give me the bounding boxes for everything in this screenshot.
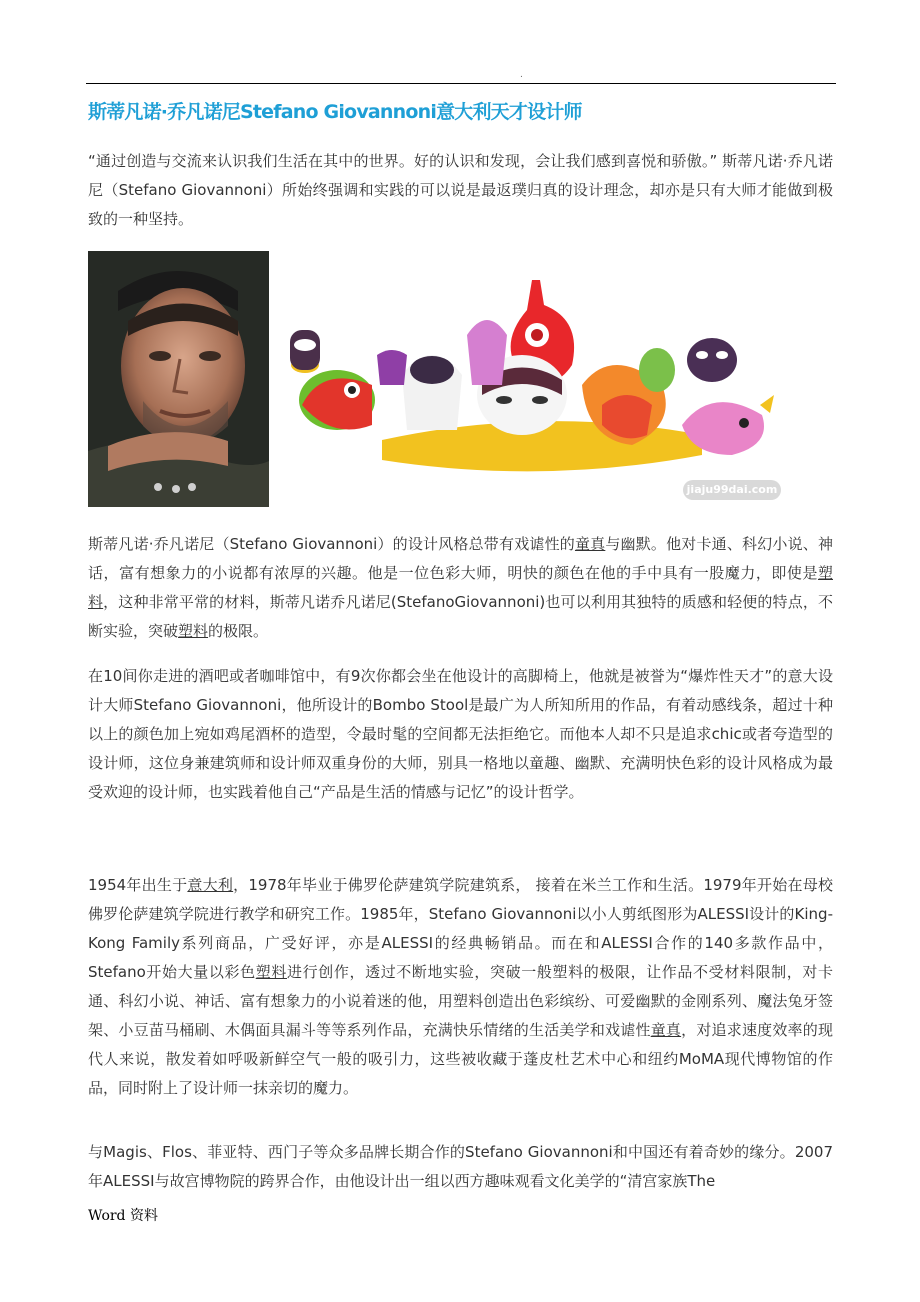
link-suliao-3[interactable]: 塑料 bbox=[255, 963, 287, 981]
bio-text-2: ，1978年毕业于佛罗伦萨建筑学院建筑系， 接着在米兰工作和生活。1979年开始在母校佛罗伦萨建筑学院进行教学和研究工作。1985年，Stefano Giovannoni以小人剪纸图形为ALESSI设计的King-Kong Family系列商品，广受好评，亦是ALESSI的经典畅销品。而在和ALESSI合作的140多款作品中， Stefano开始大量以彩色 bbox=[88, 876, 833, 981]
portrait-illustration bbox=[88, 251, 269, 507]
bio-paragraph bbox=[88, 871, 833, 1103]
style-text-2: 与幽默。他对卡通、科幻小说、神话，富有想象力的小说都有浓厚的兴趣。他是一位色彩大师，明快的颜色在他的手中具有一股魔力，即使是 bbox=[88, 535, 833, 582]
china-paragraph: 与Magis、Flos、菲亚特、西门子等众多品牌长期合作的Stefano Giovannoni和中国还有着奇妙的缘分。2007年ALESSI与故宫博物院的跨界合作，由他设计出一组以西方趣味观看文化美学的“清宫家族The bbox=[88, 1143, 833, 1190]
link-tongzhen-2[interactable]: 童真 bbox=[650, 1021, 682, 1039]
stool-paragraph: 在10间你走进的酒吧或者咖啡馆中，有9次你都会坐在他设计的高脚椅上，他就是被誉为“爆炸性天才”的意大设计大师Stefano Giovannoni，他所设计的Bombo Stool是最广为人所知所用的作品，有着动感线条，超过十种以上的颜色加上宛如鸡尾酒杯的造型，令最时髦的空间都无法拒绝它。而他本人却不只是追求chic或者夸造型的设计师，这位身兼建筑师和设计师双重身份的大师，别具一格地以童趣、幽默、充满明快色彩的设计风格成为最受欢迎的设计师，也实践着他自己“产品是生活的情感与记忆”的设计哲学。 bbox=[88, 667, 833, 801]
header-rule bbox=[86, 83, 836, 84]
link-suliao-2[interactable]: 塑料 bbox=[178, 622, 209, 640]
products-illustration bbox=[282, 255, 787, 508]
link-suliao-1[interactable]: 塑料 bbox=[88, 564, 833, 611]
page-title: 斯蒂凡诺·乔凡诺尼Stefano Giovannoni意大利天才设计师 bbox=[88, 101, 582, 123]
intro-paragraph: “通过创造与交流来认识我们生活在其中的世界。好的认识和发现，会让我们感到喜悦和骄傲。” 斯蒂凡诺·乔凡诺尼（Stefano Giovannoni）所始终强调和实践的可以说是最返璞归真的设计理念，却亦是只有大师才能做到极致的一种坚持。 bbox=[88, 152, 833, 228]
footer-label: Word 资料 bbox=[88, 1208, 158, 1224]
link-italy[interactable]: 意大利 bbox=[187, 876, 234, 894]
style-text-3: ，这种非常平常的材料，斯蒂凡诺乔凡诺尼(StefanoGiovannoni)也可以利用其独特的质感和轻便的特点，不断实验，突破 bbox=[88, 593, 833, 640]
style-text-4: 的极限。 bbox=[208, 622, 269, 640]
bio-text-4: ，对追求速度效率的现代人来说，散发着如呼吸新鲜空气一般的吸引力，这些被收藏于蓬皮杜艺术中心和纽约MoMA现代博物馆的作品，同时附上了设计师一抹亲切的魔力。 bbox=[88, 1021, 833, 1097]
style-text-1: 斯蒂凡诺·乔凡诺尼（Stefano Giovannoni）的设计风格总带有戏谑性的 bbox=[88, 535, 575, 553]
link-tongzhen[interactable]: 童真 bbox=[574, 535, 606, 553]
image-watermark: jiaju99dai.com bbox=[683, 480, 781, 500]
bio-text-3: 进行创作，透过不断地实验，突破一般塑料的极限，让作品不受材料限制，对卡通、科幻小说、神话、富有想象力的小说着迷的他，用塑料创造出色彩缤纷、可爱幽默的金刚系列、魔法兔牙签架、小豆苗马桶刷、木偶面具漏斗等等系列作品，充满快乐情绪的生活美学和戏谑性 bbox=[88, 963, 833, 1039]
portrait-photo bbox=[88, 251, 269, 507]
products-image bbox=[282, 255, 787, 508]
header-mark: . bbox=[520, 70, 523, 80]
style-paragraph bbox=[88, 530, 833, 646]
bio-text-1: 1954年出生于 bbox=[88, 876, 188, 894]
